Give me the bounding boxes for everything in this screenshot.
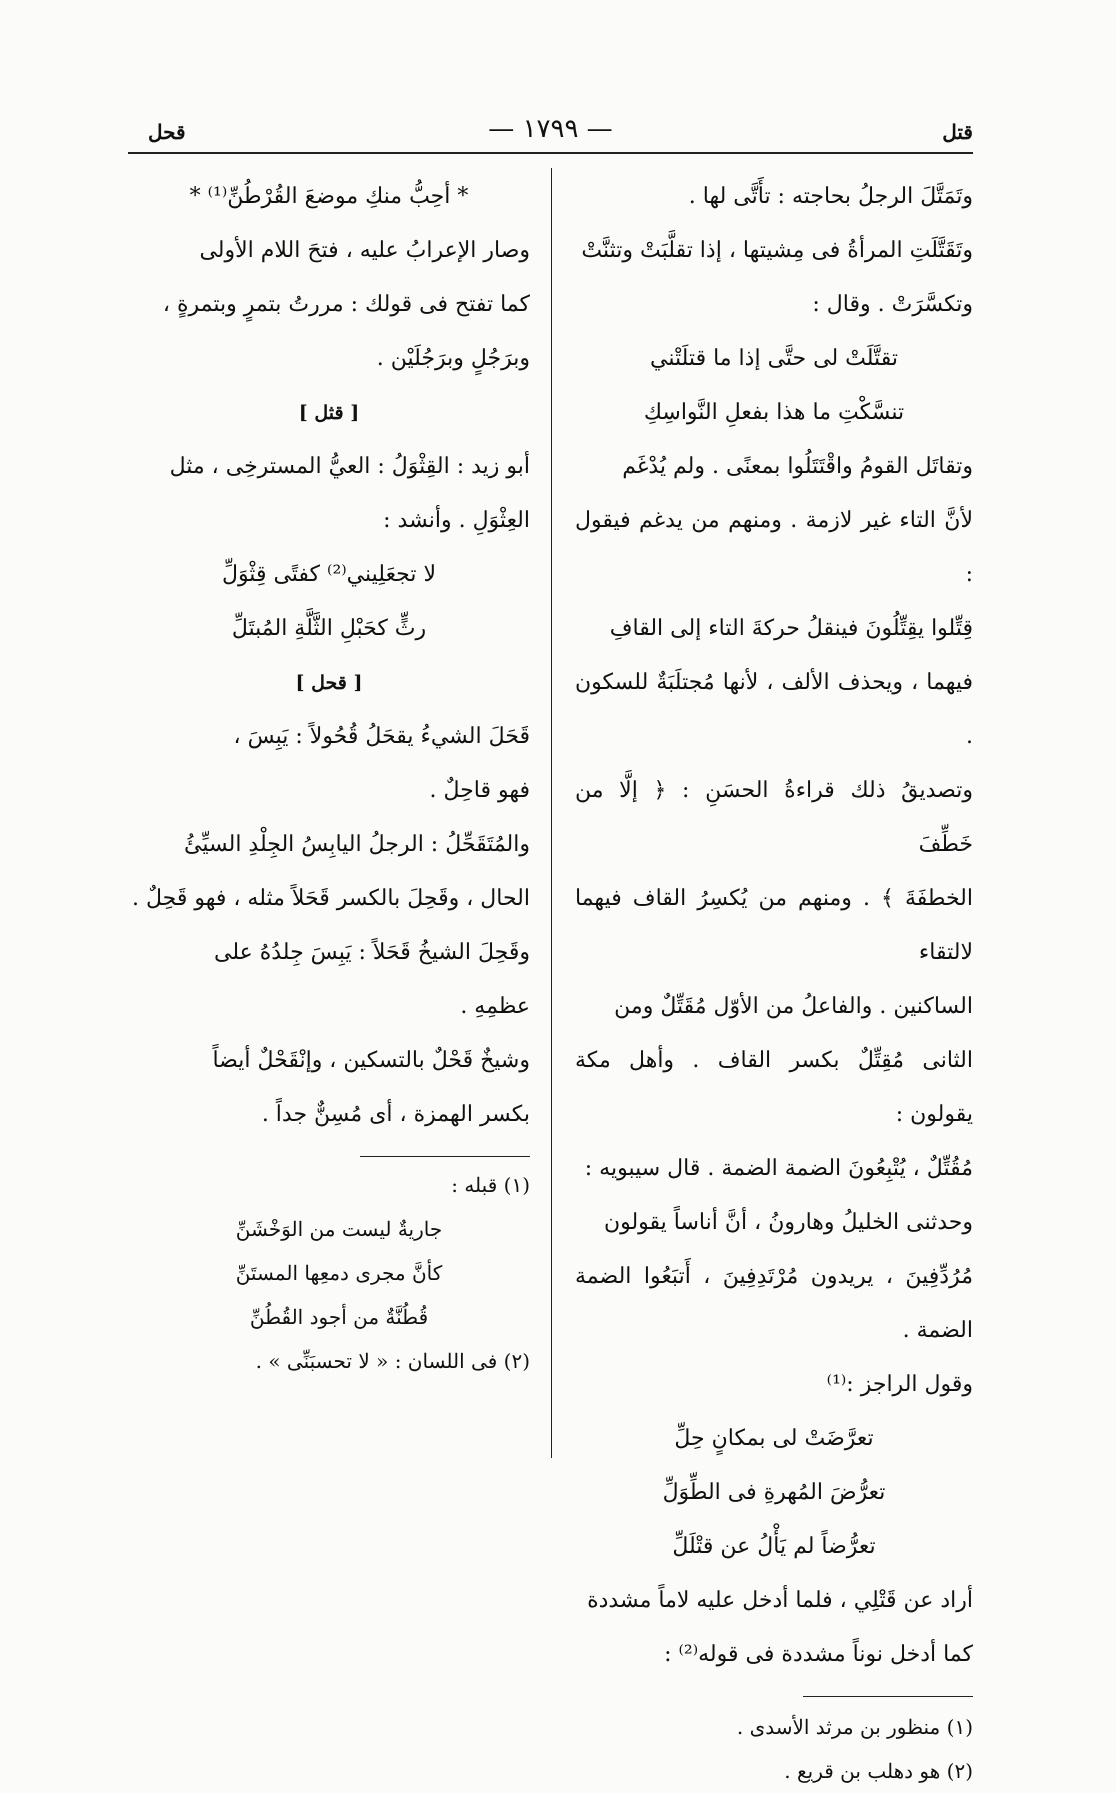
text-line: وتقاتَل القومُ واقْتَتَلُوا بمعنًى . ولم يُدْغَم: [622, 454, 973, 479]
text-line: فيهما ، ويحذف الألف ، لأنها مُجتلَبَةٌ للسكون .: [575, 670, 973, 749]
text-line: وبرَجُلٍ وبرَجُلَيْن .: [376, 346, 530, 371]
text-line: وتَمَتَّلَ الرجلُ بحاجته : تأَتَّى لها .: [688, 184, 973, 209]
footnote: (٢) فى اللسان : « لا تحسبَنِّى » .: [255, 1349, 530, 1373]
text-line: الحال ، وقَحِلَ بالكسر قَحَلاً مثله ، فهو قَحِلٌ .: [131, 886, 530, 911]
text-line: قِتِّلوا يقِتِّلُونَ فينقلُ حركةَ التاء إلى القافِ: [609, 616, 973, 641]
left-column: [128, 170, 530, 1383]
text-line: الساكنين . والفاعلُ من الأوّل مُقَتِّلٌ ومن: [614, 994, 973, 1019]
footnote: (١) قبله :: [451, 1173, 530, 1197]
page-number: — ١٧٩٩ —: [488, 114, 613, 144]
text-line: العِثْوَلِ . وأنشد :: [383, 508, 530, 533]
verse-line: تعرُّضاً لم يَأْلُ عن قتْلَلِّ: [672, 1534, 876, 1559]
text-line: أبو زيد : القِثْوَلُ : العيُّ المسترخِى ، مثل: [169, 454, 530, 479]
text-line: لأنَّ التاء غير لازمة . ومنهم من يدغم فيقول :: [575, 508, 973, 587]
text-line: قَحَلَ الشيءُ يقحَلُ قُحُولاً : يَبِسَ ،: [233, 724, 530, 749]
text-line: مُرُدِّفِينَ ، يريدون مُرْتَدِفِينَ ، أَتبَعُوا الضمة الضمة .: [575, 1264, 973, 1343]
text-line: الخطفَةَ ﴾ . ومنهم من يُكسِرُ القاف فيهما لالتقاء: [575, 886, 973, 965]
footnote-verse: كأنَّ مجرى دمعِها المستَنِّ: [235, 1261, 443, 1285]
footnote: (٢) هو دهلب بن قريع .: [784, 1759, 973, 1783]
text-line: وتصديقُ ذلك قراءةُ الحسَنِ : ﴿ إلَّا من خَطِّفَ: [575, 778, 973, 857]
text-line: فهو قاحِلٌ .: [429, 778, 530, 803]
text-line: أراد عن قَتْلِي ، فلما أدخل عليه لاماً مشددة: [587, 1588, 973, 1613]
verse-line: لا تجعَلِيني⁽²⁾ كفتًى قِثْوَلِّ: [221, 562, 437, 587]
footnote-rule: [803, 1696, 973, 1697]
verse-line: تقتَّلَتْ لى حتَّى إذا ما قتلَتْني: [650, 346, 898, 371]
header-rule: [128, 152, 973, 154]
text-line: وقول الراجز :⁽¹⁾: [826, 1372, 973, 1397]
page-header: [128, 114, 973, 152]
footnote-verse: قُطُنَّةٌ من أجود القُطُنِّ: [249, 1305, 429, 1329]
verse-line: تعرُّضَ المُهرةِ فى الطِّوَلِّ: [662, 1480, 886, 1505]
text-line: كما تفتح فى قولك : مررتُ بتمرٍ وبتمرةٍ ،: [162, 292, 530, 317]
text-line: بكسر الهمزة ، أى مُسِنٌّ جداً .: [261, 1102, 530, 1127]
text-line: عظمِهِ .: [460, 994, 530, 1019]
verse-line: تعرَّضَتْ لى بمكانٍ حِلِّ: [674, 1426, 874, 1451]
entry-heading: [ قثل ]: [298, 402, 360, 424]
text-line: وحدثنى الخليلُ وهارونُ ، أنَّ أناساً يقولون: [603, 1210, 973, 1235]
header-left-keyword: قحل: [148, 120, 186, 144]
verse-line: * أحِبُّ منكِ موضعَ القُرْطُنِّ⁽¹⁾ *: [189, 184, 469, 209]
text-line: وصار الإعرابُ عليه ، فتحَ اللام الأولى: [199, 238, 530, 263]
footnote-rule: [360, 1156, 530, 1157]
text-line: والمُتَقَحِّلُ : الرجلُ اليابِسُ الجِلْدِ السيِّئُ: [184, 832, 530, 857]
verse-line: رثٍّ كحَبْلِ الثَّلَّةِ المُبتَلِّ: [231, 616, 427, 641]
text-line: وتكسَّرَتْ . وقال :: [812, 292, 973, 317]
entry-heading: [ قحل ]: [295, 672, 363, 694]
footnote-verse: جاريةٌ ليست من الوَخْشَنِّ: [235, 1217, 443, 1241]
verse-line: تنسَّكْتِ ما هذا بفعلِ النَّواسِكِ: [643, 400, 905, 425]
header-right-keyword: قتل: [942, 120, 973, 144]
text-line: وتَقَتَّلَتِ المرأةُ فى مِشيتها ، إذا تقلَّبَتْ وتثنَّتْ: [581, 238, 973, 263]
text-line: وقَحِلَ الشيخُ قَحَلاً : يَبِسَ جِلدُهُ على: [213, 940, 530, 965]
text-line: وشيخٌ قَحْلٌ بالتسكين ، وإنْقَحْلٌ أيضاً: [212, 1048, 530, 1073]
text-line: الثانى مُقِتِّلٌ بكسر القاف . وأهل مكة يقولون :: [575, 1048, 973, 1127]
footnote: (١) منظور بن مرثد الأسدى .: [736, 1715, 973, 1739]
right-column: [575, 170, 973, 1793]
text-line: مُقُتِّلٌ ، يُتْبِعُونَ الضمة الضمة . قال سيبويه :: [584, 1156, 973, 1181]
column-divider: [551, 168, 552, 1458]
text-line: كما أدخل نوناً مشددة فى قوله⁽²⁾ :: [664, 1642, 973, 1667]
